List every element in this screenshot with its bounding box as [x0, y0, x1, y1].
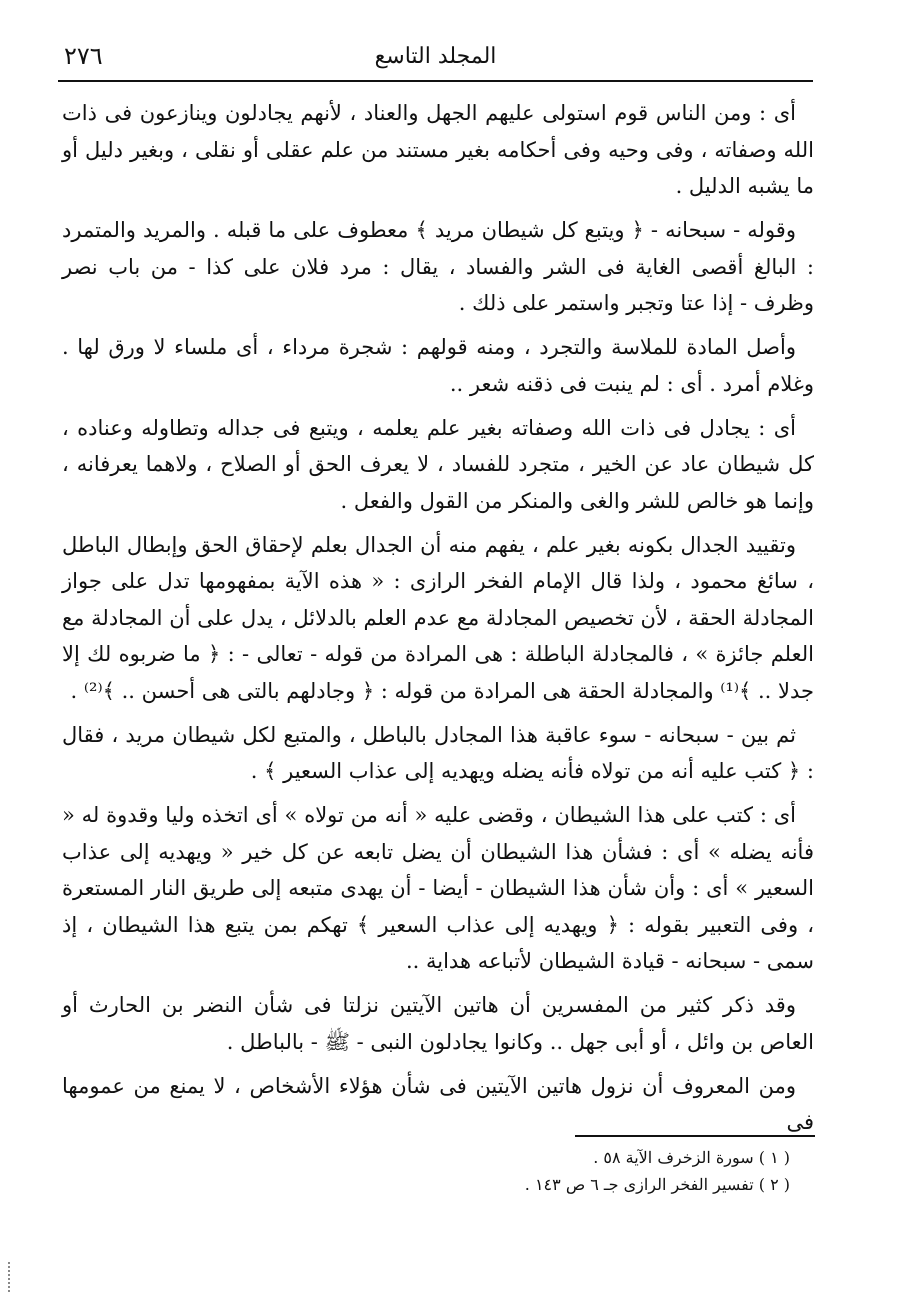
paragraph: أى : كتب على هذا الشيطان ، وقضى عليه « أنه من تولاه » أى اتخذه وليا وقدوة له « فأنه يضله » أى : فشأن هذا الشيطان أن يضل تابعه عن كل خير « ويهديه إلى عذاب السعير » أى : وأن شأن هذا الشيطان - أيضا - أن يهدى متبعه إلى طريق النار المستعرة ، وفى التعبير بقوله : ﴿ ويهديه إلى عذاب السعير ﴾ تهكم بمن يتبع هذا الشيطان ، إذ سمى - سبحانه - قيادة الشيطان لأتباعه هداية .. [62, 803, 814, 973]
running-title: المجلد التاسع [374, 44, 497, 69]
footnote: ( ١ ) سورة الزخرف الآية ٥٨ . [593, 1148, 790, 1167]
footnote: ( ٢ ) تفسير الفخر الرازى جـ ٦ ص ١٤٣ . [524, 1175, 790, 1194]
paragraph: وأصل المادة للملاسة والتجرد ، ومنه قولهم : شجرة مرداء ، أى ملساء لا ورق لها . وغلام أمرد . أى : لم ينبت فى ذقنه شعر .. [62, 335, 814, 396]
paragraph: وقوله - سبحانه - ﴿ ويتبع كل شيطان مريد ﴾ معطوف على ما قبله . والمريد والمتمرد : البالغ أقصى الغاية فى الشر والفساد ، يقال : مرد فلان على كذا - من باب نصر وظرف - إذا عتا وتجبر واستمر على ذلك . [62, 218, 814, 315]
scan-edge-mark [8, 1262, 12, 1292]
paragraph: وتقييد الجدال بكونه بغير علم ، يفهم منه أن الجدال بعلم لإحقاق الحق وإبطال الباطل ، سائغ محمود ، ولذا قال الإمام الفخر الرازى : « هذه الآية بمفهومها تدل على جواز المجادلة الحقة ، لأن تخصيص المجادلة مع عدم العلم بالدلائل ، يدل على أن المجادلة مع العلم جائزة » ، فالمجادلة الباطلة : هى المرادة من قوله - تعالى - : ﴿ ما ضربوه لك إلا جدلا .. ﴾⁽¹⁾ والمجادلة الحقة هى المرادة من قوله : ﴿ وجادلهم بالتى هى أحسن .. ﴾⁽²⁾ . [62, 532, 814, 703]
paragraph: أى : ومن الناس قوم استولى عليهم الجهل والعناد ، لأنهم يجادلون وينازعون فى ذات الله وصفاته ، وفى وحيه وفى أحكامه بغير مستند من علم عقلى أو نقلى ، وبغير دليل أو ما يشبه الدليل . [62, 101, 814, 198]
body-text [62, 95, 814, 1148]
footnotes [360, 1144, 790, 1198]
paragraph: ومن المعروف أن نزول هاتين الآيتين فى شأن هؤلاء الأشخاص ، لا يمنع من عمومها فى [62, 1073, 814, 1134]
page-number: ٢٧٦ [64, 42, 103, 70]
page-header [58, 40, 813, 82]
paragraph: أى : يجادل فى ذات الله وصفاته بغير علم يعلمه ، ويتبع فى جداله وتطاوله وعناده ، كل شيطان عاد عن الخير ، متجرد للفساد ، لا يعرف الحق أو الصلاح ، ولاهما يعرفانه ، وإنما هو خالص للشر والغى والمنكر من القول والفعل . [62, 415, 814, 513]
footnote-separator [575, 1135, 815, 1137]
paragraph: ثم بين - سبحانه - سوء عاقبة هذا المجادل بالباطل ، والمتبع لكل شيطان مريد ، فقال : ﴿ كتب عليه أنه من تولاه فأنه يضله ويهديه إلى عذاب السعير ﴾ . [62, 722, 814, 783]
paragraph: وقد ذكر كثير من المفسرين أن هاتين الآيتين نزلتا فى شأن النضر بن الحارث أو العاص بن وائل ، أو أبى جهل .. وكانوا يجادلون النبى - ﷺ - بالباطل . [62, 993, 814, 1054]
